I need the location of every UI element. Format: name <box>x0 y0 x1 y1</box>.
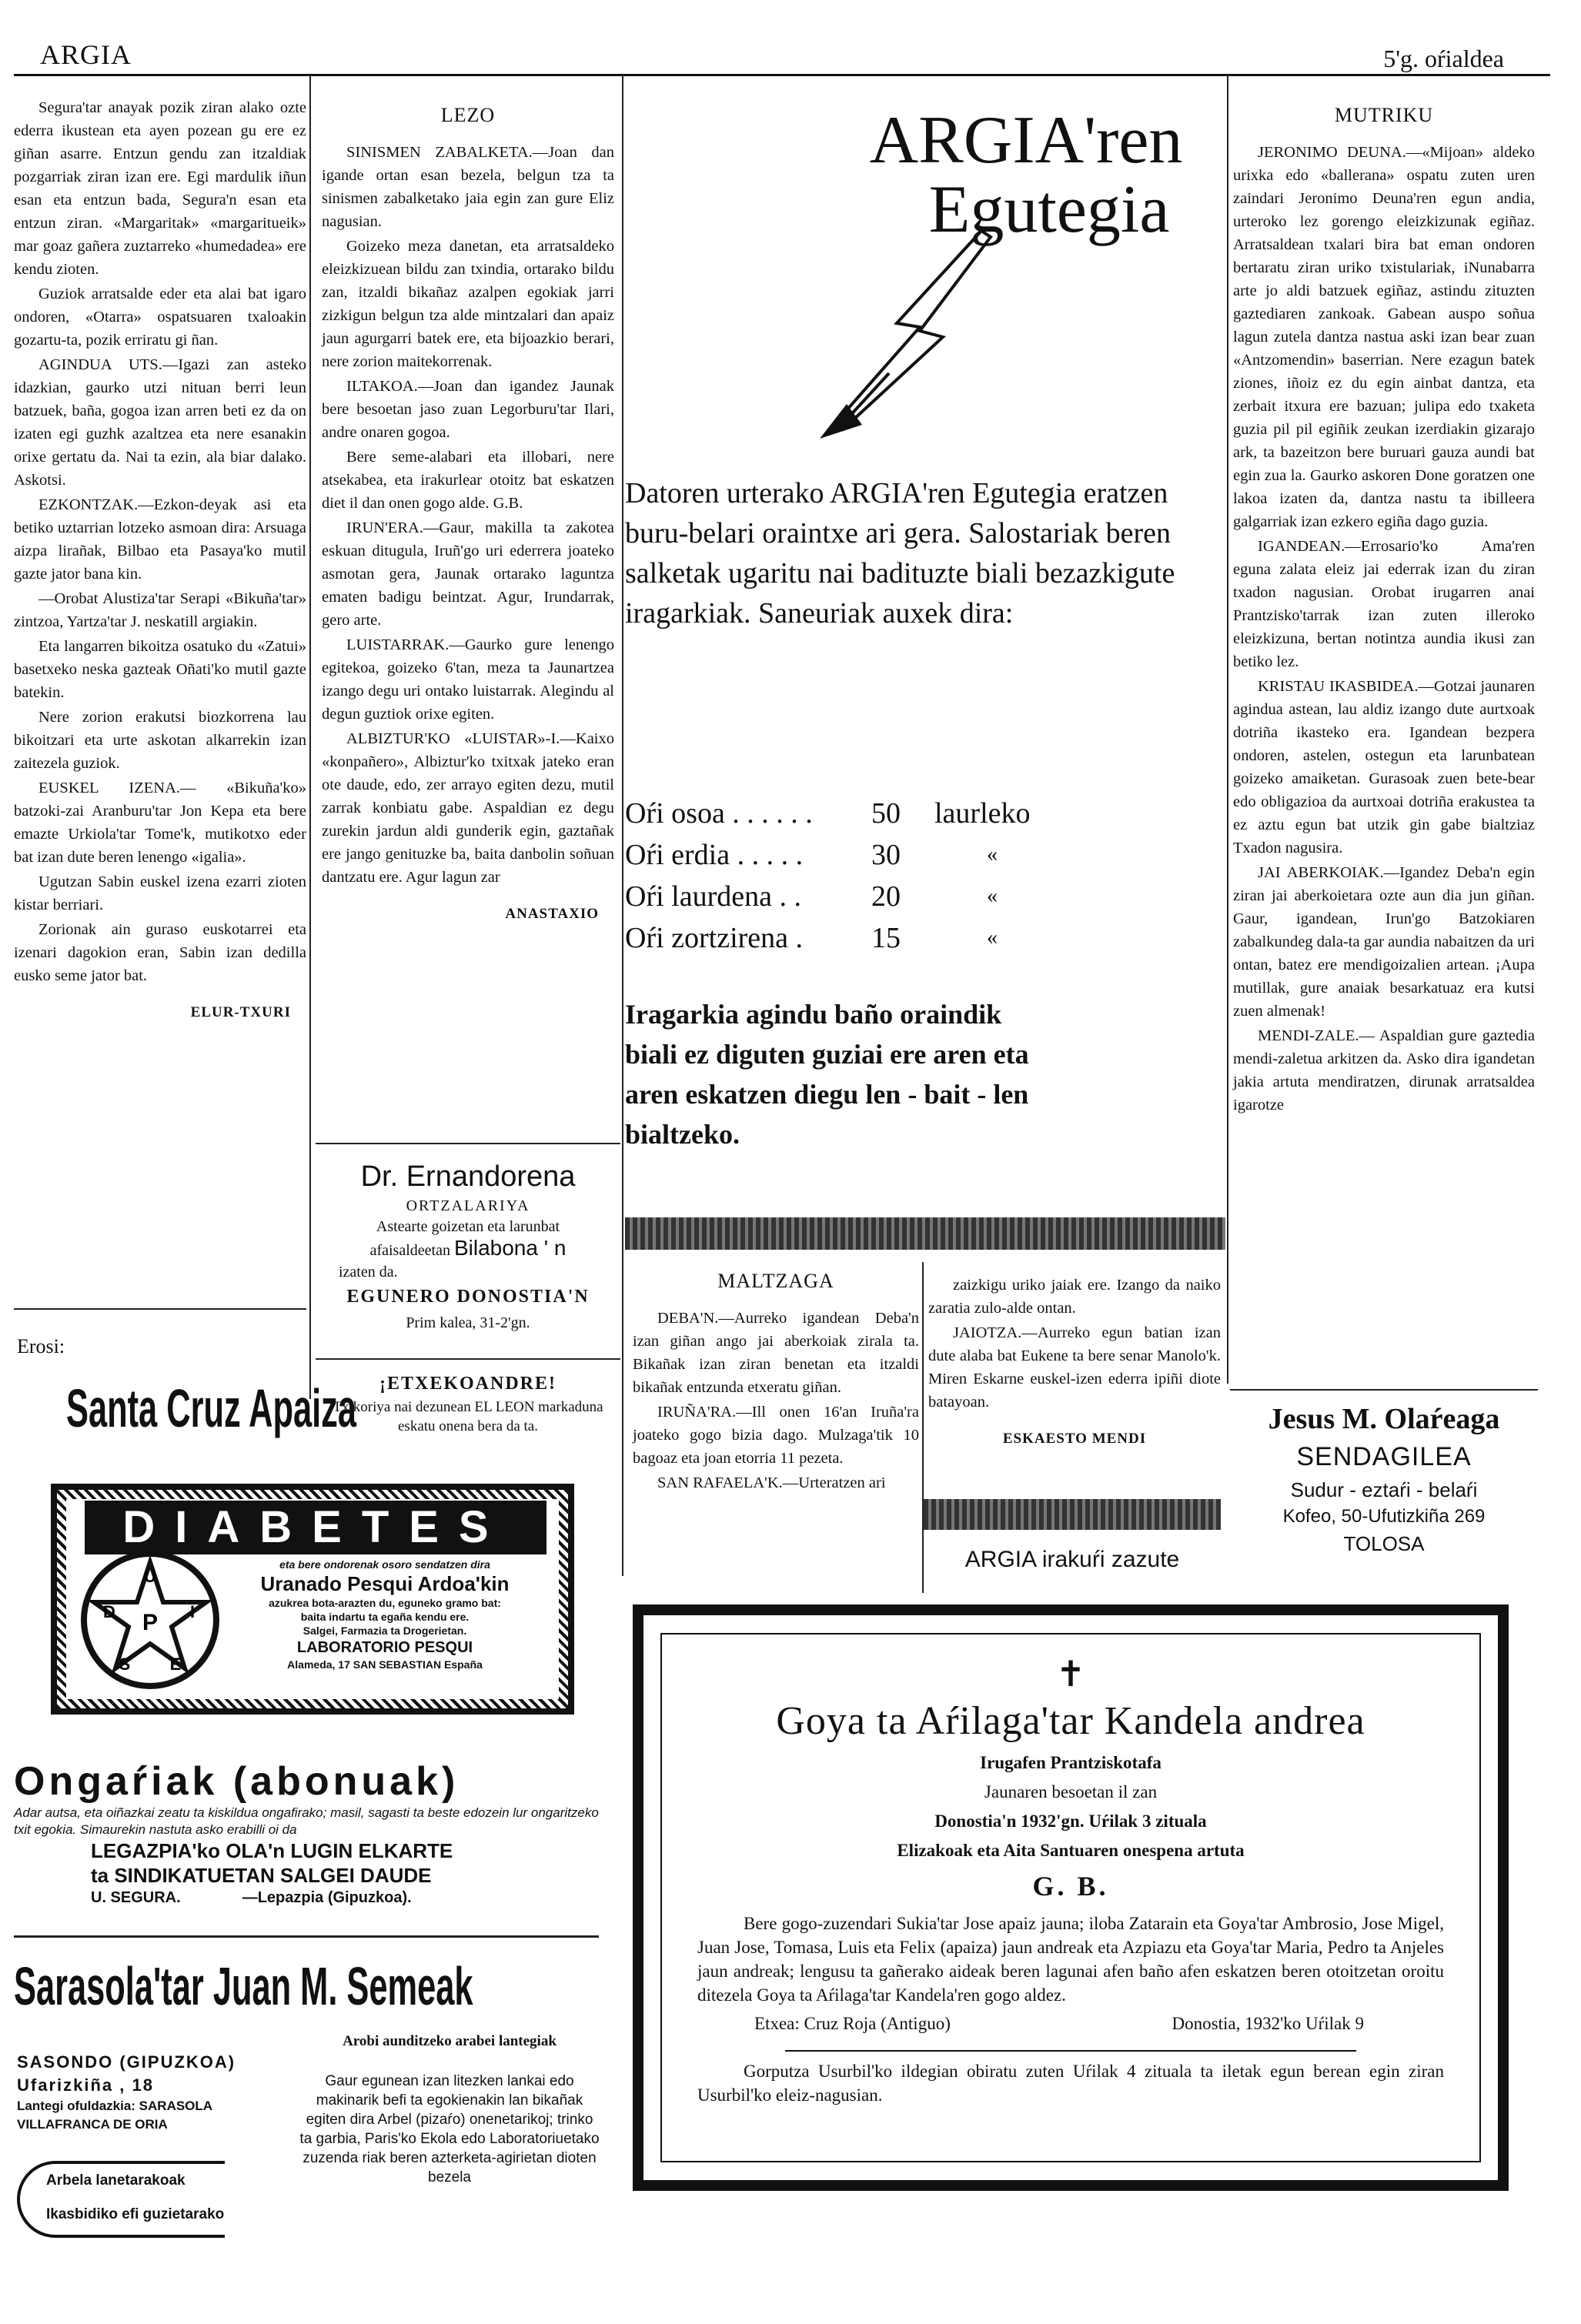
paragraph: zaizkigu uriko jaiak ere. Izango da naiko zaratia zulo-alde ontan. <box>928 1277 1221 1317</box>
obituary-gb: G. B. <box>1032 1871 1109 1902</box>
doctor-name: Dr. Ernandorena <box>360 1160 576 1193</box>
obituary-line: Elizakoak eta Aita Santuaren onespena artuta <box>897 1841 1245 1860</box>
santa-cruz-title: Santa Cruz Apaiza <box>66 1378 357 1438</box>
arbela-text: Arbela lanetarakoak Ikasbidiko efi guzietarako <box>46 2172 225 2222</box>
paragraph: IRUN'ERA.—Gaur, makilla ta zakotea eskuan ditugula, Iruñ'go uri ederrera joateko asmotan gera, Jaunak ortarako laguntza ematen badigu beintzat. Agur, Irundarrak, gero arte. <box>322 519 614 629</box>
argia-read-line: ARGIA irakuŕi zazute <box>964 1547 1180 1572</box>
paragraph: KRISTAU IKASBIDEA.—Gotzai jaunaren agindua astean, lau aldiz izango dute aurtxoak dotriña ikasteko era. Igandean bezpera ondoren, astelen, ostegun eta larunbatean goizeko amaiketan. Gurasoak zuen bete-bear edo obligazioa da aurtxoai dotriña erakustea ta ez aztu egun bat utzik gin gabe bialtziaz Txadon nagusira. <box>1233 678 1535 856</box>
paragraph: ILTAKOA.—Joan dan igandez Jaunak bere besoetan jaso zuan Legorburu'tar Ilari, andre onaren gogoa. <box>322 378 614 441</box>
lightning-arrow-icon <box>789 223 997 454</box>
paragraph: Goizeko meza danetan, eta arratsaldeko eleizkizuean bildu zan txindia, ortarako bildu zan, itzaldi bikañaz azalpen egokiak jarri zizkigun belgun tza alde mintzalari dan apaiz jaun agurgarri batek ere, eta bijoazkio berari, nere zorion maitekorrenak. <box>322 238 614 370</box>
etxekoandre-ad <box>316 1374 620 1436</box>
column-segura <box>14 96 306 1032</box>
signature: ELUR-TXURI <box>190 1004 291 1020</box>
sarasola-side-text: Gaur egunean izan litezken lankai edo makinarik befi ta egokienakin lan bikañak egiten dira Arbel (pizaŕo) onenetarikoj; trinko ta garbia, Paris'ko Ekola edo Laboratoriuetako zuzenda riak beren azterketa-agirietan dioten bezela <box>299 2073 600 2185</box>
egutegia-body: Datoren urterako ARGIA'ren Egutegia eratzen buru-belari oraintxe ari gera. Salostariak beren salketak ugaritu nai badituzte biali bezazkigute iragarkiak. Saneuriak auxek dira: <box>625 477 1175 629</box>
ongariak-line: —Lepazpia (Gipuzkoa). <box>242 1889 412 1906</box>
sarasola-side <box>299 2032 600 2187</box>
star-letter: S <box>119 1655 131 1674</box>
column-mutriku <box>1233 96 1535 1118</box>
rule <box>14 1935 599 1938</box>
star-letter: I <box>189 1602 196 1621</box>
paragraph: SAN RAFAELA'K.—Urteratzen ari <box>657 1474 886 1491</box>
section-title: MALTZAGA <box>717 1270 834 1292</box>
col-divider-4 <box>922 1262 924 1593</box>
egutegia-footer: Iragarkia agindu baño oraindik biali ez diguten guziai ere aren eta aren eskatzen diegu len - bait - len bialtzeko. <box>625 999 1029 1150</box>
section-title: MUTRIKU <box>1334 104 1434 126</box>
ongariak-ad <box>14 1758 599 1908</box>
obituary-line: Donostia'n 1932'gn. Uŕilak 3 zituala <box>934 1811 1207 1831</box>
paragraph: Bere seme-alabari eta illobari, nere atsekabea, eta irakurlear otoitz bat eskatzen diet il dan onen gogo alde. G.B. <box>322 449 614 512</box>
decorative-stripe <box>924 1499 1221 1530</box>
paragraph: Eta langarren bikoitza osatuko du «Zatui» basetxeko neska gazteak Oñati'ko mutil gazte batekin. <box>14 638 306 701</box>
col-divider-1 <box>309 75 311 1399</box>
ongariak-line: ta SINDIKATUETAN SALGEI DAUDE <box>91 1864 432 1887</box>
signature: ANASTAXIO <box>505 906 599 922</box>
paragraph: Guziok arratsalde eder eta alai bat igaro ondoren, «Otarra» ospatsuaren txaloakin gozartu-ta, pozik erriratu gi ñan. <box>14 285 306 349</box>
diabetes-title: DIABETES <box>85 1501 546 1554</box>
paragraph: SINISMEN ZABALKETA.—Joan dan igande ortan esan bezela, belgun tza ta sinismen zabalketako jaia egin zan gure Eliz nagusian. <box>322 144 614 230</box>
column-lezo <box>322 96 614 933</box>
paragraph: Zorionak ain guraso euskotarrei eta izenari dagokion eran, Sabin izan dedilla eusko seme jator bat. <box>14 921 306 984</box>
egutegia-title-line1: ARGIA'ren <box>869 103 1183 178</box>
star-letter: E <box>169 1655 182 1674</box>
diabetes-text: eta bere ondorenak osoro sendatzen dira Uranado Pesqui Ardoa'kin azukrea bota-arazten du, eguneko gramo bat: baita indartu ta egaña kendu ere. Salgei, Farmazia ta Drogerietan. LABORATORIO PESQUI Alameda, 17 SAN SEBASTIAN España <box>260 1558 510 1671</box>
doctor-ad <box>316 1158 620 1334</box>
doctor-line: Astearte goizetan eta larunbat <box>376 1218 560 1235</box>
doctor-line: izaten da. <box>339 1264 398 1281</box>
paragraph: ALBIZTUR'KO «LUISTAR»-I.—Kaixo «konpañero», Albiztur'ko txitxak jateko eran ote daude, edo, zer arrayo egiten dezu, mutil zarrak konbiatu gabe. Aspaldian ez degu zurekin jardun aldi gunderik egin, gaztañak ere jango genituzke ba, baita danbolin soñuan dantzatu ere. Agur lagun zar <box>322 730 614 886</box>
paragraph: JAI ABERKOIAK.—Igandez Deba'n egin ziran jai aberkoietara ozte aun dia jun giñan. Gaur, igandean, Irun'go Batzokiaren zabalkundeg dala-ta gar aundia nabaitzen da uri ontan, batez ere mendigoizalien artean. ¡Aupa mutillak, gure anaiak besarkatuaz era kutsi zuen almenak! <box>1233 864 1535 1020</box>
star-letter: D <box>103 1602 115 1621</box>
page-number: 5'g. oŕialdea <box>1383 45 1504 72</box>
section-title: LEZO <box>440 104 496 126</box>
obituary-body: Bere gogo-zuzendari Sukia'tar Jose apaiz jauna; iloba Zatarain eta Goya'tar Ambrosio, Jose Migel, Juan Jose, Tomasa, Luis eta Felix (apaiza) jaun andreak eta Azpiazu eta Goya'tar Maria, Pedro ta Anjeles jaun andreak; lengusu ta gañerako aideak beren lagunai afen baño afen eskatzen beren otoitzetan oroitu ditezela Goya ta Aŕilaga'tar Kandela'ren gogo aldez. <box>697 1914 1444 2005</box>
newspaper-name: ARGIA <box>40 39 132 70</box>
sarasola-address: SASONDO (GIPUZKOA) Ufarizkiña , 18 Lantegi ofuldazkia: SARASOLA VILLAFRANCA DE ORIA <box>17 2052 236 2132</box>
obituary <box>662 1655 1479 2107</box>
doctor-line: afaisaldeetan <box>369 1242 450 1259</box>
sarasola-side-title: Arobi aunditzeko arabei lantegiak <box>343 2033 557 2049</box>
sendagilea-city: TOLOSA <box>1343 1532 1425 1555</box>
rule <box>316 1358 620 1360</box>
col-divider-3 <box>1227 75 1228 1384</box>
ongariak-text: Adar autsa, eta oiñazkai zeatu ta kiskildua ongafirako; masil, sagasti ta beste edozein lur ongaritzeko txit egokia. Simaurekin nastuta asko erabilli oi da <box>14 1805 599 1837</box>
header-rule <box>14 74 1550 76</box>
ongariak-line: U. SEGURA. <box>91 1889 181 1906</box>
paragraph: —Orobat Alustiza'tar Serapi «Bikuña'tar» zintzoa, Yartza'tar J. neskatill argiakin. <box>14 590 306 630</box>
ongariak-title: Ongaŕiak (abonuak) <box>14 1759 460 1804</box>
doctor-daily: EGUNERO DONOSTIA'N <box>346 1287 590 1307</box>
paragraph: IRUÑA'RA.—Ill onen 16'an Iruña'ra joateko gogo bizia dago. Mulzaga'tik 10 bagoaz eta joan etorria 11 pezeta. <box>633 1404 919 1467</box>
egutegia-prices <box>625 793 1222 959</box>
sendagilea-name: Jesus M. Olaŕeaga <box>1268 1403 1500 1435</box>
doctor-address: Prim kalea, 31-2'gn. <box>406 1314 530 1331</box>
erosi-label: Erosi: <box>17 1335 65 1357</box>
sarasola-title: Sarasola'tar Juan M. Semeak <box>14 1956 473 2016</box>
column-maltzaga <box>633 1262 919 1496</box>
etxekoandre-text: Txikoriya nai dezunean EL LEON markaduna eskatu onena bera da ta. <box>333 1399 603 1434</box>
price-row: Oŕi osoa . . . . . . 50 laurleko <box>625 797 1031 830</box>
paragraph: Nere zorion erakutsi biozkorrena lau bikoitzari eta urte askotan alkarrekin izan zaitezela guziok. <box>14 709 306 772</box>
egutegia-title-line2: Egutegia <box>928 172 1170 247</box>
paragraph: JERONIMO DEUNA.—«Mijoan» aldeko urixka edo «ballerana» ospatu zuten uren zaindari Jeronimo Deuna'ren egun andia, urteroko lez gorengo eleizkizunak egiñaz. Arratsaldean txalari bira bat eman ondoren bertaratu ziran uriko txistulariak, iNunabarra arte jo aldi batzuek egiñaz, astindu zituzten gaztediaren zankoak. Gabean auspo soñua lagun zutela dantza nastua aski izan bear zuan «Antzomendin» baserrian. Nere ezagun batek ziones, iñoiz ez du egin ainbat dantza, eta zerbait itxura ere bazuan; julipa edo txaketa guzia pil pil egiñik zeukan izerdiakin gizarajo ark, ta bazeitzon bere buruari gauza aundi bat egin zua la. Gaurko askoren Done goratzen one lakoa izaten da, dantza nastu ta ibilleera galgarriak izan ezkero egiña dago guzia. <box>1233 144 1535 530</box>
rule <box>1230 1389 1538 1391</box>
rule <box>14 1308 306 1310</box>
obituary-line: Irugafen Prantziskotafa <box>980 1753 1162 1772</box>
obituary-foot: Gorputza Usurbil'ko ildegian obiratu zuten Uŕilak 4 zituala ta iletak egun berean egin ziran Usurbil'ko eleiz-nagusian. <box>697 2062 1444 2105</box>
paragraph: JAIOTZA.—Aurreko egun batian izan dute alaba bat Eukene ta bere senar Manolo'k. Miren Eskarne euskel-izen ederra ipiñi diote batayoan. <box>928 1324 1221 1411</box>
paragraph: AGINDUA UTS.—Igazi zan asteko idazkian, gaurko utzi nituan berri leun batzuek, baña, gogoa izan arren beti ez da on izaten egi guzhk azaltzea eta nere esanakin orixe gertatu da. Nai ta ezin, ala biar dalako. Askotsi. <box>14 356 306 489</box>
ongariak-line: LEGAZPIA'ko OLA'n LUGIN ELKARTE <box>91 1839 453 1862</box>
price-row: Oŕi erdia . . . . . 30 « <box>625 839 998 871</box>
signature: ESKAESTO MENDI <box>1002 1431 1147 1447</box>
paragraph: EZKONTZAK.—Ezkon-deyak asi eta betiko uztarrian lotzeko asmoan dira: Arsuaga aizpa lirañak, Bilbao eta Pasaya'ko mutil gazte jator bana kin. <box>14 496 306 583</box>
sendagilea-line: Kofeo, 50-Ufutizkiña 269 <box>1282 1506 1486 1527</box>
paragraph: DEBA'N.—Aurreko igandean Deba'n izan giñan ango jai aberkoiak zirala ta. Bikañak izan ziran benetan eta itzaldi bikañak entzunda etxeratu giñan. <box>633 1310 919 1396</box>
star-letter: U <box>144 1567 156 1586</box>
rule <box>316 1143 620 1144</box>
obituary-footer-row <box>662 2007 1479 2038</box>
cross-icon: ✝ <box>1055 1655 1086 1694</box>
paragraph: Ugutzan Sabin euskel izena ezarri zioten kistar berriari. <box>14 873 306 913</box>
sendagilea-line: Sudur - eztaŕi - belaŕi <box>1290 1478 1478 1501</box>
price-row: Oŕi zortzirena . 15 « <box>625 922 998 954</box>
decorative-stripe <box>625 1217 1225 1250</box>
paragraph: MENDI-ZALE.— Aspaldian gure gaztedia mendi-zaletua arkitzen da. Asko dira igandetan jakia artuta mendiratzen, dirunak arratsaldea igarotze <box>1233 1027 1535 1114</box>
rule <box>785 2050 1356 2052</box>
paragraph: Segura'tar anayak pozik ziran alako ozte ederra ikustean eta ayen pozean gu ere ez giñan asarre. Entzun gendu zan itzaldiak pozgarriak ziran izan ere. Egi mardulik iñun esan eta entzun bada, Segura'n esan eta entzun ziran. «Margaritak» «margaritueik» mar goaz gañera zuztarreko «humedadea» ere kendu zioten. <box>14 99 306 278</box>
paragraph: EUSKEL IZENA.— «Bikuña'ko» batzoki-zai Aranburu'tar Jon Kepa eta bere emazte Urkiola'tar Tome'k, mutikotxo eder bat izan dute beren lenengo «igalia». <box>14 780 306 866</box>
paragraph: LUISTARRAK.—Gaurko gure lenengo egitekoa, goizeko 6'tan, meza ta Jaunartzea izango degu uri ontako luistarrak. Alegindu al degun guztiok orixe egiten. <box>322 636 614 723</box>
obituary-line: Jaunaren besoetan il zan <box>984 1782 1158 1801</box>
sendagilea-ad <box>1230 1401 1538 1558</box>
doctor-place: Bilabona ' n <box>453 1236 567 1260</box>
obituary-name: Goya ta Aŕilaga'tar Kandela andrea <box>776 1699 1365 1743</box>
price-row: Oŕi laurdena . . 20 « <box>625 880 998 913</box>
etxekoandre-title: ¡ETXEKOANDRE! <box>379 1374 557 1394</box>
col-divider-2 <box>622 75 623 1576</box>
doctor-role: ORTZALARIYA <box>406 1197 530 1214</box>
star-logo-icon <box>77 1547 223 1693</box>
obituary-date: Donostia, 1932'ko Uŕilak 9 <box>1172 2014 1364 2033</box>
paragraph: IGANDEAN.—Errosario'ko Ama'ren eguna zalata eleiz jai ederrak izan du ziran txadon nagusian. Orobat irugarren anai Prantzisko'tarrak izan zuten illeroko eleizkizuna, bertan notintza aundia ikusi zan betiko lez. <box>1233 538 1535 670</box>
star-letter: P <box>142 1610 159 1635</box>
obituary-house: Etxea: Cruz Roja (Antiguo) <box>754 2014 951 2033</box>
column-maltzaga-cont <box>928 1274 1221 1458</box>
sendagilea-role: SENDAGILEA <box>1296 1442 1472 1471</box>
